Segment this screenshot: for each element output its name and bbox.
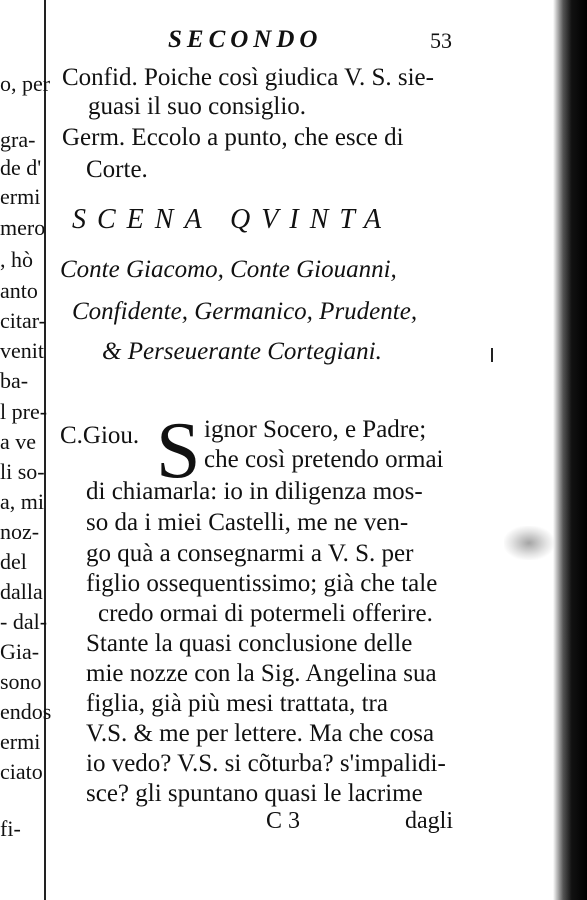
bleed-line: sono <box>0 669 42 694</box>
text-line: ignor Socero, e Padre; <box>204 416 427 443</box>
scene-heading: SCENA QVINTA <box>72 204 392 235</box>
text-line: mie nozze con la Sig. Angelina sua <box>86 660 437 687</box>
stray-mark <box>491 348 493 362</box>
bleed-line: endos <box>0 699 52 724</box>
bleed-line: citar- <box>0 308 46 333</box>
bleed-line: de d' <box>0 155 42 180</box>
text-line: credo ormai di potermeli offerire. <box>98 600 433 627</box>
ink-smudge <box>504 526 554 560</box>
text-line: sce? gli spuntano quasi le lacrime <box>86 780 423 807</box>
book-page <box>58 0 553 900</box>
text-line: che così pretendo ormai <box>204 446 444 473</box>
cast-line: Conte Giacomo, Conte Giouanni, <box>60 256 397 283</box>
bleed-line: venit <box>0 338 44 363</box>
bleed-line: mero <box>0 215 46 240</box>
bleed-line: li so- <box>0 459 45 484</box>
bleed-line: a ve <box>0 429 37 454</box>
bleed-line: a, mi <box>0 489 44 514</box>
bleed-line: anto <box>0 278 38 303</box>
bleed-line: ermi <box>0 729 41 754</box>
bleed-line: - dal- <box>0 609 48 634</box>
text-line: so da i miei Castelli, me ne ven- <box>86 509 409 536</box>
bleed-line: o, per <box>0 71 51 96</box>
signature-mark: C 3 <box>266 808 301 834</box>
text-line: Corte. <box>86 156 148 183</box>
text-line: io vedo? V.S. si cõturba? s'impalidi- <box>86 750 446 777</box>
running-head: SECONDO <box>168 26 323 53</box>
text-line: figlia, già più mesi trattata, tra <box>86 690 388 717</box>
binding-shadow <box>553 0 587 900</box>
bleed-line: , hò <box>0 247 33 272</box>
bleed-line: dalla <box>0 579 43 604</box>
text-line: Stante la quasi conclusione delle <box>86 630 413 657</box>
bleed-line: fi- <box>0 816 21 841</box>
left-page-bleed <box>0 0 52 900</box>
bleed-line: noz- <box>0 519 40 544</box>
text-line: Confid. Poiche così giudica V. S. sie- <box>62 64 434 91</box>
text-line: Germ. Eccolo a punto, che esce di <box>62 124 404 151</box>
text-line: di chiamarla: io in diligenza mos- <box>86 478 423 505</box>
bleed-line: ciato <box>0 759 43 784</box>
catchword: dagli <box>405 808 453 834</box>
text-line: guasi il suo consiglio. <box>88 93 307 120</box>
bleed-line: ba- <box>0 368 29 393</box>
bleed-line: ermi <box>0 184 41 209</box>
cast-line: Confidente, Germanico, Prudente, <box>72 298 418 325</box>
page-number: 53 <box>430 28 452 53</box>
drop-cap: S <box>156 407 201 495</box>
bleed-line: gra- <box>0 127 36 152</box>
cast-line: & Perseuerante Cortegiani. <box>102 338 382 365</box>
text-line: V.S. & me per lettere. Ma che cosa <box>86 720 435 747</box>
text-line: go quà a consegnarmi a V. S. per <box>86 540 414 567</box>
speaker-label: C.Giou. <box>60 422 140 449</box>
bleed-line: del <box>0 549 27 574</box>
text-line: figlio ossequentissimo; già che tale <box>86 570 438 597</box>
bleed-line: l pre- <box>0 399 48 424</box>
bleed-line: Gia- <box>0 639 40 664</box>
